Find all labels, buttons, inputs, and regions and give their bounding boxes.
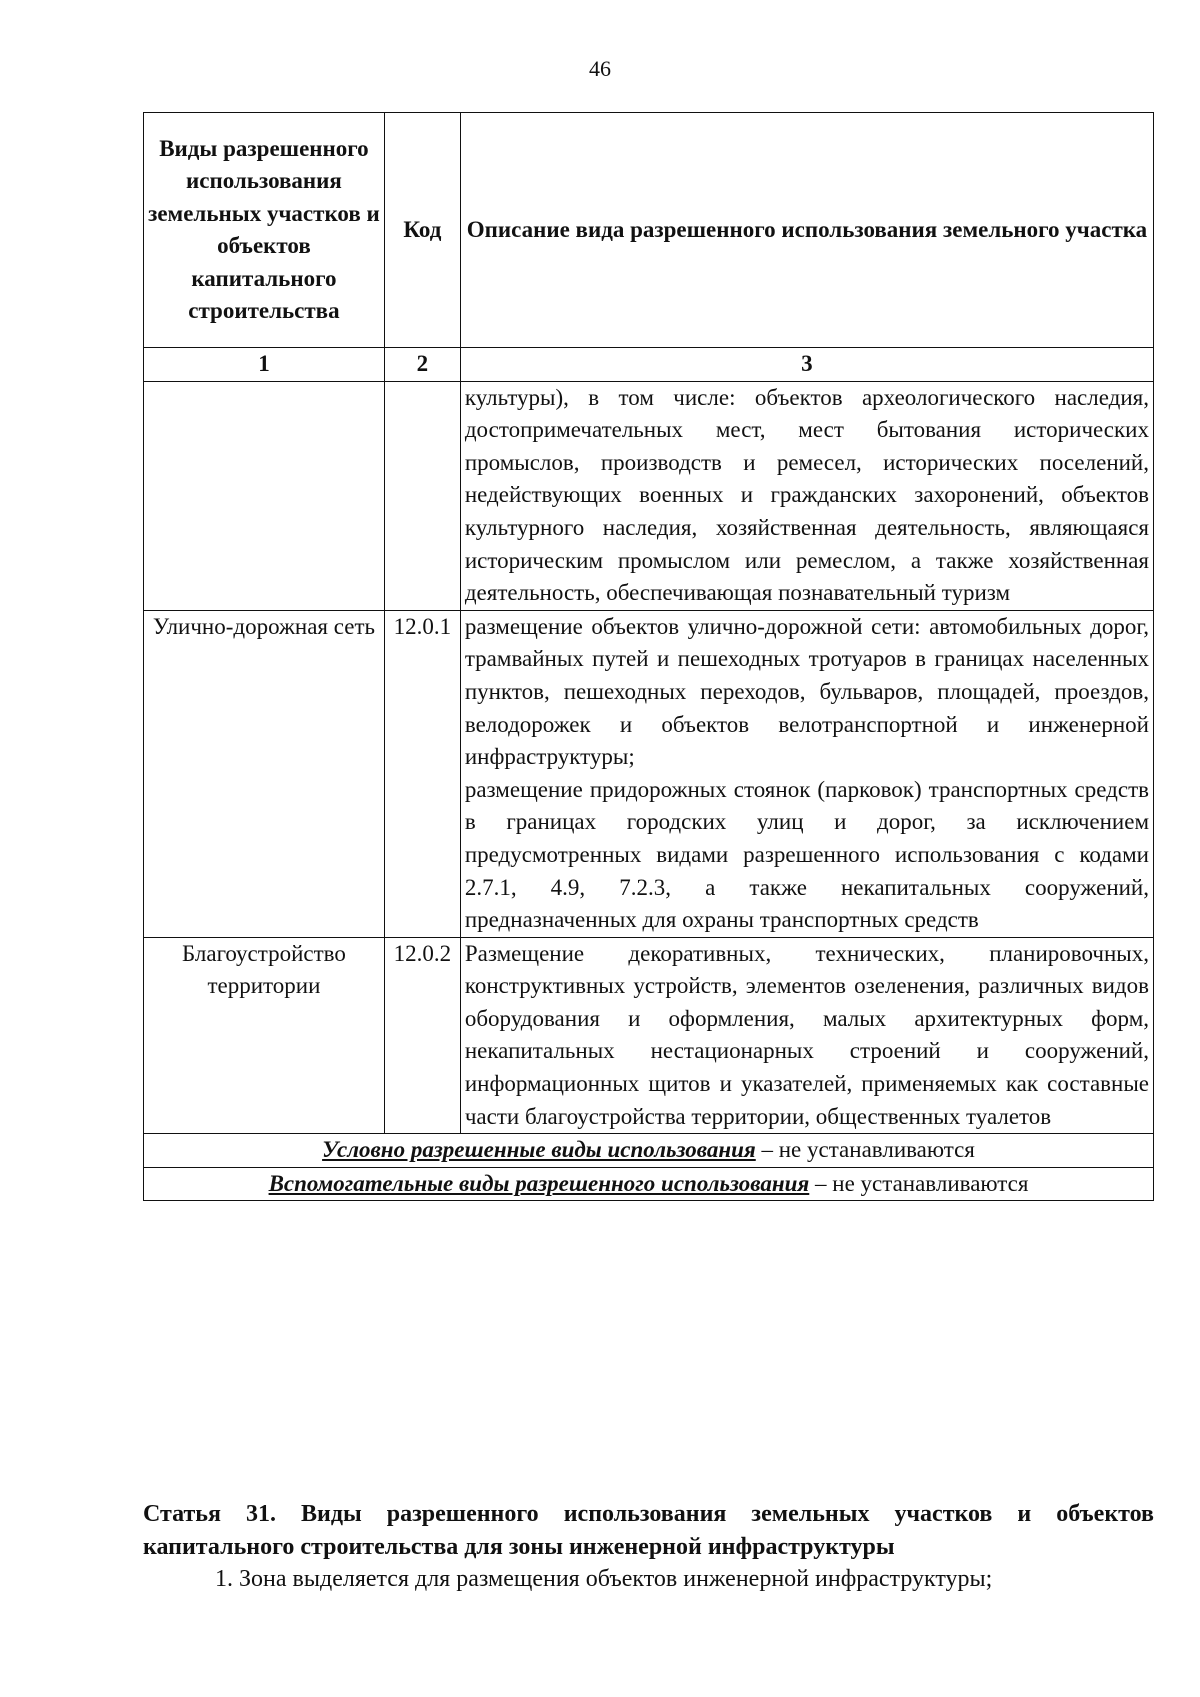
- land-use-description: [460, 610, 1153, 937]
- description-paragraph: культуры), в том числе: объектов археологического наследия, достопримечательных мест, мест бытования исторических промыслов, производств и ремесел, исторических поселений, недействующих военных и гражданских захоронений, объектов культурного наследия, хозяйственная деятельность, являющаяся историческим промыслом или ремеслом, а также хозяйственная деятельность, обеспечивающая познавательный туризм: [464, 384, 1149, 606]
- table-row: [144, 381, 1154, 610]
- conditional-uses-note: [144, 1134, 1154, 1168]
- land-use-description: [460, 937, 1153, 1134]
- auxiliary-uses-row: [144, 1167, 1154, 1201]
- column-number: 1: [144, 348, 385, 382]
- note-label: Условно разрешенные виды использования: [322, 1137, 756, 1163]
- land-use-code: [384, 381, 460, 610]
- note-label: Вспомогательные виды разрешенного использования: [268, 1170, 810, 1196]
- description-paragraph: Размещение декоративных, технических, планировочных, конструктивных устройств, элементов озеленения, различных видов оборудования и оформления, малых архитектурных форм, некапитальных нестационарных строений и сооружений, информационных щитов и указателей, применяемых как составные части благоустройства территории, общественных туалетов: [464, 940, 1149, 1129]
- column-number: 3: [460, 348, 1153, 382]
- land-use-name: Улично-дорожная сеть: [144, 610, 385, 937]
- column-number-row: [144, 348, 1154, 382]
- table-row: [144, 610, 1154, 937]
- land-use-code: 12.0.2: [384, 937, 460, 1134]
- land-use-name: [144, 381, 385, 610]
- header-description: Описание вида разрешенного использования земельного участка: [460, 113, 1153, 348]
- auxiliary-uses-note: [144, 1167, 1154, 1201]
- description-paragraph: размещение придорожных стоянок (парковок) транспортных средств в границах городских улиц и дорог, за исключением предусмотренных видами разрешенного использования с кодами 2.7.1, 4.9, 7.2.3, а также некапитальных сооружений, предназначенных для охраны транспортных средств: [464, 776, 1149, 933]
- land-use-description: [460, 381, 1153, 610]
- land-use-table: [143, 112, 1154, 1201]
- description-paragraph: размещение объектов улично-дорожной сети: автомобильных дорог, трамвайных путей и пешеходных тротуаров в границах населенных пунктов, пешеходных переходов, бульваров, площадей, проездов, велодорожек и объектов велотранспортной и инженерной инфраструктуры;: [464, 613, 1149, 770]
- article-heading: Статья 31. Виды разрешенного использования земельных участков и объектов капитального строительства для зоны инженерной инфраструктуры: [143, 1501, 1154, 1560]
- page-number: 46: [589, 56, 611, 81]
- land-use-name: Благоустройство территории: [144, 937, 385, 1134]
- header-code: Код: [384, 113, 460, 348]
- note-text: – не устанавливаются: [809, 1170, 1029, 1196]
- table-header-row: [144, 113, 1154, 348]
- note-text: – не устанавливаются: [755, 1137, 975, 1163]
- article-section: [143, 1498, 1154, 1596]
- conditional-uses-row: [144, 1134, 1154, 1168]
- table-row: [144, 937, 1154, 1134]
- article-paragraph: 1. Зона выделяется для размещения объектов инженерной инфраструктуры;: [215, 1566, 993, 1592]
- header-land-use-type: Виды разрешенного использования земельных участков и объектов капитального строительства: [144, 113, 385, 348]
- column-number: 2: [384, 348, 460, 382]
- land-use-code: 12.0.1: [384, 610, 460, 937]
